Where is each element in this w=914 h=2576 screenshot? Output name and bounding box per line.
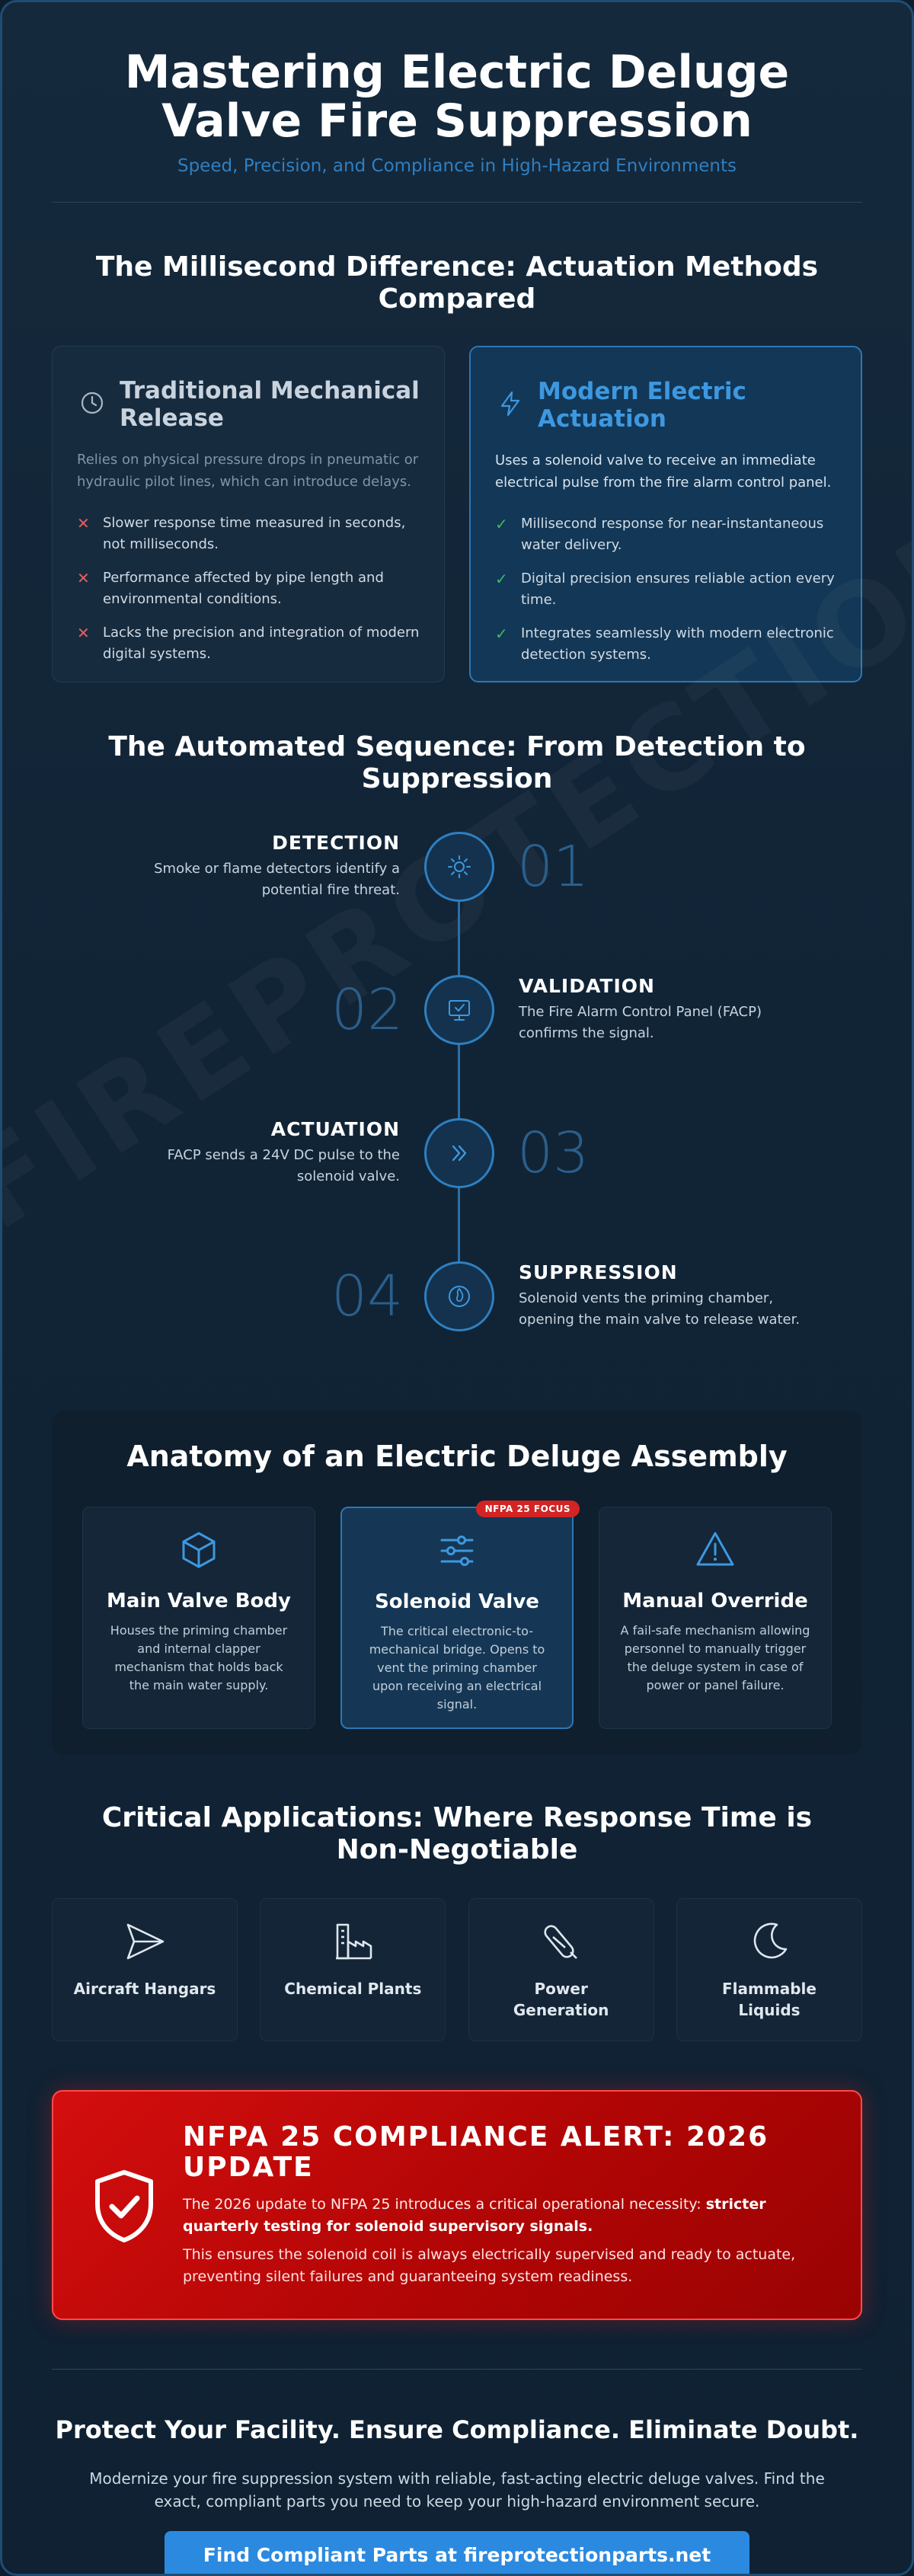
sequence-section [2, 731, 912, 1411]
check-mark-icon: ✓ [495, 570, 508, 588]
application-aircraft-hangars [52, 1898, 238, 2041]
moon-icon [746, 1919, 792, 1964]
traditional-list [77, 513, 420, 665]
list-item: ✓ Integrates seamlessly with modern electronic detection systems. [495, 623, 836, 666]
card-title: Solenoid Valve [375, 1590, 539, 1613]
step-number: 02 [331, 977, 404, 1043]
sliders-icon [434, 1528, 480, 1574]
step-desc: The Fire Alarm Control Panel (FACP) confirms the signal. [519, 1004, 762, 1041]
x-mark-icon: ✕ [77, 514, 90, 532]
sequence-title: The Automated Sequence: From Detection to Suppression [108, 731, 806, 794]
page-title: Mastering Electric Deluge Valve Fire Suppression [124, 46, 790, 148]
anatomy-card-solenoid [340, 1504, 574, 1729]
divider [52, 202, 862, 203]
modern-list [495, 513, 836, 666]
card-title: Main Valve Body [107, 1590, 291, 1612]
sun-detector-icon [444, 852, 475, 882]
warning-triangle-icon [692, 1527, 738, 1573]
alert-paragraph: The 2026 update to NFPA 25 introduces a critical operational necessity: stricter quarterly testing for solenoid supervisory signals. [183, 2196, 766, 2235]
check-mark-icon: ✓ [495, 625, 508, 643]
anatomy-title: Anatomy of an Electric Deluge Assembly [126, 1440, 788, 1473]
applications-section [2, 1802, 912, 2041]
card-title: Manual Override [622, 1590, 808, 1612]
step-number: 03 [517, 1120, 590, 1186]
alert-paragraph: This ensures the solenoid coil is always electrically supervised and ready to actuate, preventing silent failures and guaranteeing system readiness. [183, 2246, 796, 2285]
footer-text: Modernize your fire suppression system with reliable, fast-acting electric deluge valves. Find the exact, compliant parts you need to keep your high-hazard environment secure. [89, 2469, 825, 2510]
step-1-circle [424, 832, 494, 902]
alert-emphasis: stricter quarterly testing for solenoid supervisory signals. [183, 2196, 766, 2235]
list-item: ✕ Lacks the precision and integration of modern digital systems. [77, 622, 420, 665]
list-item: ✕ Slower response time measured in seconds, not milliseconds. [77, 513, 420, 555]
anatomy-card-main-valve [82, 1507, 315, 1729]
step-number: 04 [331, 1264, 404, 1329]
modern-card [469, 346, 862, 682]
page-subtitle: Speed, Precision, and Compliance in High-Hazard Environments [177, 156, 737, 176]
cube-icon [176, 1527, 222, 1573]
step-label: DETECTION [272, 832, 400, 854]
step-3-text [141, 1118, 400, 1187]
step-1-text [141, 832, 400, 901]
modern-title: Modern Electric Actuation [538, 378, 746, 433]
application-label: Chemical Plants [284, 1980, 422, 1998]
traditional-title: Traditional Mechanical Release [120, 377, 420, 432]
power-pill-icon [538, 1919, 584, 1964]
list-item: ✓ Millisecond response for near-instantaneous water delivery. [495, 513, 836, 556]
timeline-connector [458, 1045, 460, 1120]
step-4-text [519, 1261, 808, 1331]
timeline-connector [458, 1188, 460, 1263]
step-number: 01 [517, 834, 590, 900]
list-item: ✕ Performance affected by pipe length and environmental conditions. [77, 567, 420, 610]
step-desc: FACP sends a 24V DC pulse to the solenoid valve. [167, 1147, 400, 1184]
shield-check-icon [90, 2168, 158, 2244]
traditional-card [52, 346, 445, 682]
card-desc: A fail-safe mechanism allowing personnel to manually trigger the deluge system in case of power or panel failure. [620, 1623, 810, 1692]
application-label: Flammable Liquids [722, 1980, 817, 2019]
step-label: ACTUATION [270, 1118, 400, 1140]
footer [2, 2370, 912, 2576]
monitor-panel-icon [444, 995, 475, 1025]
compare-section [2, 251, 912, 682]
traditional-desc: Relies on physical pressure drops in pneumatic or hydraulic pilot lines, which can introduce delays. [77, 452, 419, 490]
step-2-circle [424, 975, 494, 1045]
step-2-text [519, 975, 778, 1044]
clock-icon [77, 388, 107, 418]
list-item: ✓ Digital precision ensures reliable action every time. [495, 568, 836, 611]
factory-icon [330, 1919, 376, 1964]
header [2, 2, 912, 203]
step-desc: Solenoid vents the priming chamber, opening the main valve to release water. [519, 1290, 801, 1328]
application-flammable-liquids [676, 1898, 862, 2041]
check-mark-icon: ✓ [495, 515, 508, 533]
step-4-circle [424, 1261, 494, 1331]
application-chemical-plants [260, 1898, 446, 2041]
card-desc: The critical electronic-to-mechanical bridge. Opens to vent the priming chamber upon receiving an electrical signal. [369, 1624, 545, 1711]
timeline-connector [458, 902, 460, 976]
modern-desc: Uses a solenoid valve to receive an immediate electrical pulse from the fire alarm control panel. [495, 452, 832, 491]
step-desc: Smoke or flame detectors identify a potential fire threat. [154, 861, 400, 898]
step-label: SUPPRESSION [519, 1261, 678, 1283]
double-chevron-icon [444, 1138, 475, 1168]
anatomy-section [52, 1411, 862, 1755]
application-label: Aircraft Hangars [73, 1980, 216, 1998]
compliance-alert [52, 2090, 862, 2320]
flame-circle-icon [444, 1281, 475, 1312]
compare-title: The Millisecond Difference: Actuation Methods Compared [95, 251, 819, 315]
send-plane-icon [122, 1919, 168, 1964]
application-power-generation [468, 1898, 654, 2041]
alert-title: NFPA 25 COMPLIANCE ALERT: 2026 UPDATE [183, 2121, 769, 2183]
nfpa-focus-badge: NFPA 25 FOCUS [476, 1501, 580, 1517]
application-label: Power Generation [513, 1980, 609, 2019]
step-label: VALIDATION [519, 975, 655, 997]
applications-title: Critical Applications: Where Response Time is Non-Negotiable [101, 1802, 813, 1865]
x-mark-icon: ✕ [77, 624, 90, 642]
card-desc: Houses the priming chamber and internal clapper mechanism that holds back the main water supply. [110, 1623, 288, 1692]
step-3-circle [424, 1118, 494, 1188]
lightning-bolt-icon [495, 388, 526, 419]
x-mark-icon: ✕ [77, 569, 90, 587]
timeline [2, 832, 914, 1411]
footer-title: Protect Your Facility. Ensure Compliance. Eliminate Doubt. [55, 2415, 859, 2444]
anatomy-card-manual-override [599, 1507, 832, 1729]
find-parts-button[interactable]: Find Compliant Parts at fireprotectionparts.net [165, 2531, 749, 2576]
